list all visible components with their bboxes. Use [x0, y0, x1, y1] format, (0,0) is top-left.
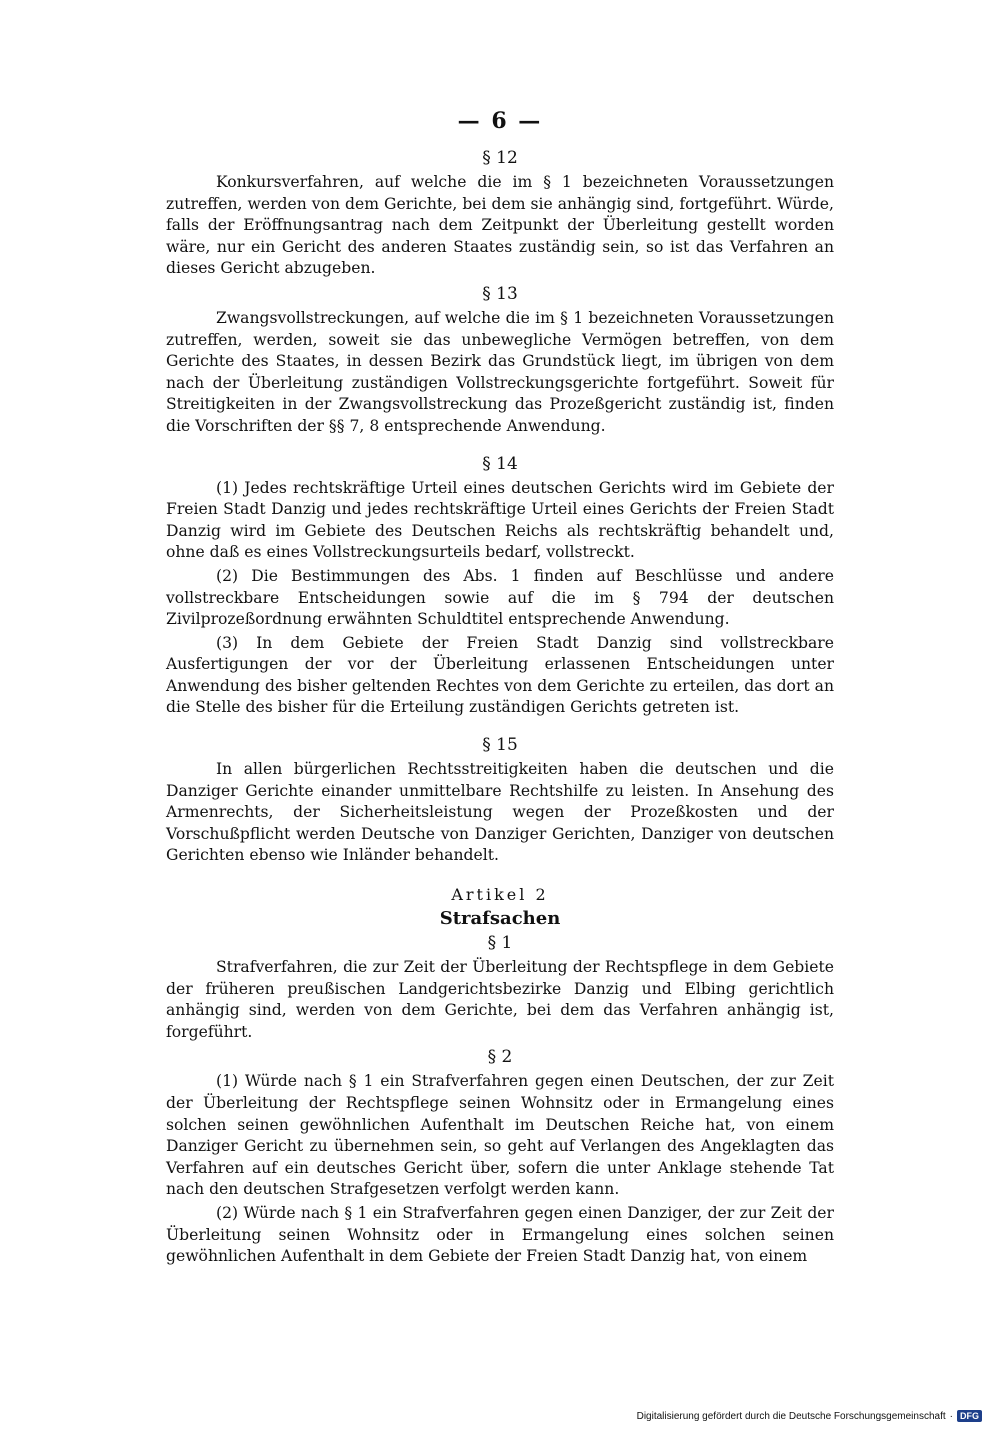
section-heading: § 15: [482, 735, 518, 756]
article-2: [166, 885, 834, 1268]
article-heading: Artikel 2: [451, 885, 549, 905]
paragraph: (2) Die Bestimmungen des Abs. 1 finden auf Beschlüsse und andere vollstreckbare Entscheidungen sowie auf die im § 794 der deutschen Zivilprozeßordnung erwähnten Schuldtitel entsprechende Anwendung.: [166, 566, 834, 629]
article-title: Strafsachen: [439, 908, 561, 930]
paragraph: (2) Würde nach § 1 ein Strafverfahren gegen einen Danziger, der zur Zeit der Überleitung seinen Wohnsitz oder in Ermangelung eines solchen seinen gewöhnlichen Aufenthalt in dem Gebiete der Freien Stadt Danzig hat, von einem: [166, 1203, 834, 1266]
section-heading: § 12: [482, 148, 518, 168]
page-number: — 6 —: [457, 108, 543, 134]
separator-dot: ·: [949, 1410, 953, 1422]
paragraph: Konkursverfahren, auf welche die im § 1 bezeichneten Voraussetzungen zutreffen, werden von dem Gerichte, bei dem sie anhängig sind, fortgeführt. Würde, falls der Eröffnungsantrag nach dem Zeitpunkt der Überleitung gestellt worden wäre, nur ein Gericht des anderen Staates zuständig sein, so ist das Verfahren an dieses Gericht abzugeben.: [166, 173, 834, 278]
section-14: [166, 454, 834, 720]
footer-credit: [637, 1410, 982, 1422]
paragraph: Zwangsvollstreckungen, auf welche die im § 1 bezeichneten Voraussetzungen zutreffen, werden, soweit sie das unbewegliche Vermögen betreffen, von dem Gerichte des Staates, in dessen Bezirk das Grundstück liegt, im übrigen von dem nach der Überleitung zuständigen Vollstreckungsgerichte fortgeführt. Soweit für Streitigkeiten in der Zwangsvollstreckung das Prozeßgericht zuständig ist, finden die Vorschriften der §§ 7, 8 entsprechende Anwendung.: [166, 308, 834, 435]
section-heading: § 14: [482, 453, 518, 474]
section-heading: § 2: [487, 1047, 513, 1068]
footer-text: Digitalisierung gefördert durch die Deutsche Forschungsgemeinschaft: [636, 1410, 946, 1422]
paragraph: Strafverfahren, die zur Zeit der Überleitung der Rechtspflege in dem Gebiete der früheren preußischen Landgerichtsbezirke Danzig und Elbing gerichtlich anhängig sind, werden von dem Gerichte, bei dem das Verfahren anhängig ist, forgeführt.: [166, 958, 834, 1041]
paragraph: (1) Würde nach § 1 ein Strafverfahren gegen einen Deutschen, der zur Zeit der Überleitung der Rechtspflege seinen Wohnsitz oder in Ermangelung eines solchen seinen gewöhnlichen Aufenthalt im Deutschen Reiche hat, von einem Danziger Gericht zu übernehmen sein, so geht auf Verlangen des Angeklagten das Verfahren auf ein deutsches Gericht über, sofern die unter Anklage stehende Tat nach den deutschen Strafgesetzen verfolgt werden kann.: [166, 1072, 834, 1199]
section-heading: § 13: [482, 283, 518, 304]
document-page: [166, 108, 834, 1272]
section-15: [166, 735, 834, 867]
paragraph: (3) In dem Gebiete der Freien Stadt Danzig sind vollstreckbare Ausfertigungen der vor der Überleitung erlassenen Entscheidungen unter Anwendung des bisher geltenden Rechtes von dem Gerichte zu erteilen, das dort an die Stelle des bisher für die Erteilung zuständigen Gerichts getreten ist.: [166, 633, 834, 717]
section-heading: § 1: [487, 933, 513, 954]
section-13: [166, 284, 834, 438]
paragraph: (1) Jedes rechtskräftige Urteil eines deutschen Gerichts wird im Gebiete der Freien Stadt Danzig und jedes rechtskräftige Urteil eines Gerichts der Freien Stadt Danzig wird im Gebiete des Deutschen Reichs als rechtskräftig behandelt und, ohne daß es eines Vollstreckungsurteils bedarf, vollstreckt.: [166, 478, 834, 562]
paragraph: In allen bürgerlichen Rechtsstreitigkeiten haben die deutschen und die Danziger Gerichte einander unmittelbare Rechtshilfe zu leisten. In Ansehung des Armenrechts, der Sicherheitsleistung wegen der Prozeßkosten und der Vorschußpflicht werden Deutsche von Danziger Gerichten, Danziger von deutschen Gerichten ebenso wie Inländer behandelt.: [166, 760, 834, 865]
section-12: [166, 148, 834, 280]
dfg-logo: DFG: [957, 1410, 982, 1422]
article-section-2: [166, 1047, 834, 1267]
article-section-1: [166, 933, 834, 1043]
